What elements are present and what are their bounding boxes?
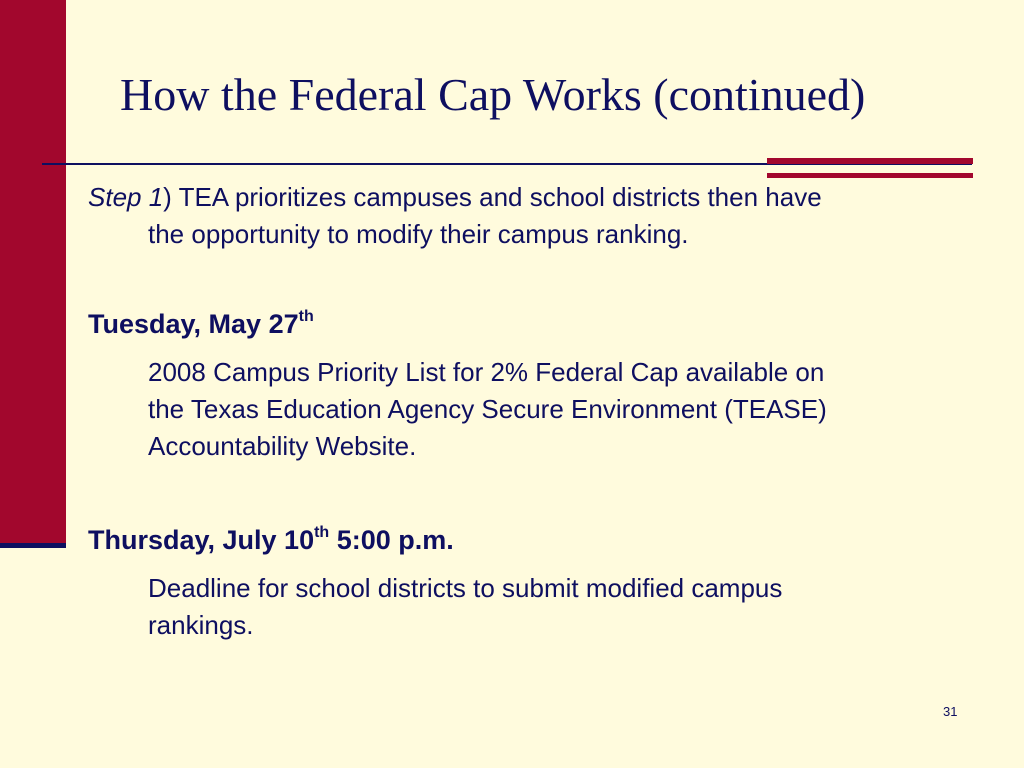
event-date-2-suffix: th — [314, 524, 330, 541]
step-line-2: the opportunity to modify their campus ranking. — [148, 219, 689, 249]
title-accent-stripe-top — [767, 158, 973, 164]
event-1-line-2: the Texas Education Agency Secure Environment (TEASE) — [148, 394, 827, 424]
step-text-1: ) TEA prioritizes campuses and school districts then have — [163, 182, 822, 212]
step-label: Step 1 — [88, 182, 164, 212]
event-date-2-time: 5:00 p.m. — [329, 525, 454, 555]
event-description-2 — [148, 570, 978, 644]
event-2-line-2: rankings. — [148, 610, 254, 640]
left-accent-bar — [0, 0, 66, 543]
event-date-1 — [88, 308, 314, 340]
step-line-1 — [88, 179, 978, 216]
step-paragraph — [88, 179, 978, 253]
page-number: 31 — [943, 704, 958, 719]
slide-title: How the Federal Cap Works (continued) — [120, 69, 866, 120]
event-date-2 — [88, 524, 454, 556]
event-2-line-1: Deadline for school districts to submit modified campus — [148, 573, 783, 603]
event-1-line-1: 2008 Campus Priority List for 2% Federal Cap available on — [148, 357, 825, 387]
left-accent-underline — [0, 543, 66, 548]
event-description-1 — [148, 354, 978, 465]
event-date-1-suffix: th — [298, 308, 314, 325]
event-date-2-text: Thursday, July 10 — [88, 525, 315, 555]
event-1-line-3: Accountability Website. — [148, 431, 417, 461]
event-date-1-text: Tuesday, May 27 — [88, 309, 299, 339]
title-accent-stripe-bottom — [767, 173, 973, 178]
